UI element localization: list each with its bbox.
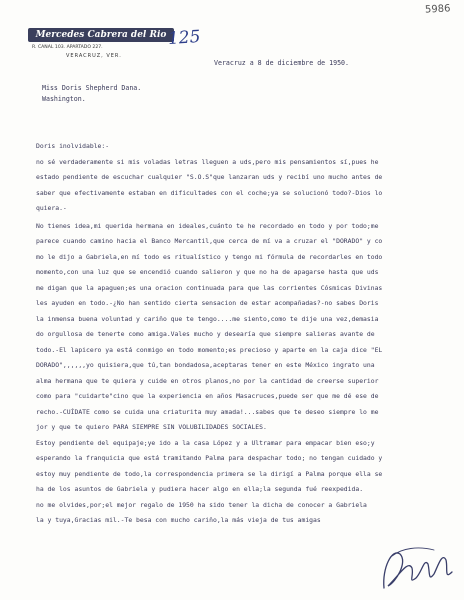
body-line: estoy muy pendiente de todo,la correspondencia primera se la dirigí a Palma porque ella se — [36, 469, 383, 478]
body-line: momento,con una luz que se encendió cuando salieron y que no ha de apagarse hasta que uds — [36, 268, 379, 276]
body-line: Estoy pendiente del equipaje;ye ido a la casa López y a Ultramar para empacar bien eso;y — [36, 438, 375, 447]
body-line: todo.-El lapicero ya está conmigo en todo momento;es precioso y aparte en la caja dice "EL — [36, 345, 383, 354]
body-line: no me olvides,por;el mejor regalo de 1950 ha sido tener la dicha de conocer a Gabriela — [36, 500, 367, 509]
handwritten-number: 125 — [167, 26, 202, 50]
body-line: la inmensa buena voluntad y cariño que te tengo....me siento,como te dije una vez,demasia — [36, 314, 379, 323]
body-line: do orgullosa de tenerte como amiga.Vales mucho y desearía que siempre salieras avante de — [36, 330, 375, 338]
body-line: estado pendiente de escuchar cualquier "S.O.S"que lanzaran uds y recibí uno mucho antes de — [36, 173, 383, 181]
handwritten-signature — [378, 538, 458, 594]
letterhead-city: VERACRUZ, VER. — [66, 53, 122, 59]
dateline: Veracruz a 8 de diciembre de 1950. — [214, 59, 349, 67]
body-line: ha de los asuntos de Gabriela y pudiera hacer algo en ella;la segunda fué reexpedida. — [36, 485, 364, 493]
body-line: jor y que te quiero PARA SIEMPRE SIN VOLUBILIDADES SOCIALES. — [36, 423, 267, 431]
body-line: DORADO",,,,,,yo quisiera,que tú,tan bondadosa,aceptaras tener en este México ingrato una — [36, 361, 375, 369]
body-line: recho.-CUÍDATE como se cuida una criaturita muy amada!...sabes que te deseo siempre lo me — [36, 407, 379, 416]
letterhead-name: Mercedes Cabrera del Rio — [35, 30, 167, 40]
body-line: mo le dijo a Gabriela,en mí todo es ritualístico y tengo mi fórmula de recordarles en todo — [36, 252, 383, 261]
letter-body — [36, 139, 456, 529]
body-line: no sé verdaderamente si mis voladas letras lleguen a uds,pero mis pensamientos sí,pues he — [36, 157, 379, 166]
recipient-city: Washington. — [42, 95, 86, 103]
recipient-name: Miss Doris Shepherd Dana. — [42, 84, 142, 92]
body-line: quiera.- — [36, 204, 67, 212]
letterhead-address: R. CANAL 103. APARTADO 227. — [32, 45, 103, 50]
body-line: me digan que la apaguen;es una oracion continuada para que las corrientes Cósmicas Divinas — [36, 283, 383, 292]
body-line: alma hermana que te quiera y cuide en otros planos,no por la cantidad de creerse superior — [36, 376, 379, 385]
body-line: les ayuden en todo.-¿No han sentido cierta sensacion de estar acompañadas?-no sabes Doris — [36, 299, 379, 307]
salutation: Doris inolvidable:- — [36, 142, 110, 150]
body-line: como para "cuidarte"cino que la experiencia en años Masacruces,puede ser que me dé ese de — [36, 392, 379, 400]
letterhead — [28, 28, 174, 70]
archive-number: 5986 — [424, 3, 451, 16]
body-line: parece cuando camino hacia el Banco Mercantil,que cerca de mí va a cruzar el "DORADO" y co — [36, 237, 383, 245]
body-line: la y tuya,Gracias mil.-Te besa con mucho cariño,la más vieja de tus amigas — [36, 516, 321, 524]
body-line: No tienes idea,mi querida hermana en ideales,cuánto te he recordado en todo y por todo;me — [36, 221, 379, 230]
body-line: esperando la franquicia que está tramitando Palma para despachar todo; no tengan cuidado y — [36, 454, 383, 462]
body-line: saber que efectivamente estaban en dificultades con el coche;ya se solucionó todo?-Dios lo — [36, 188, 383, 197]
